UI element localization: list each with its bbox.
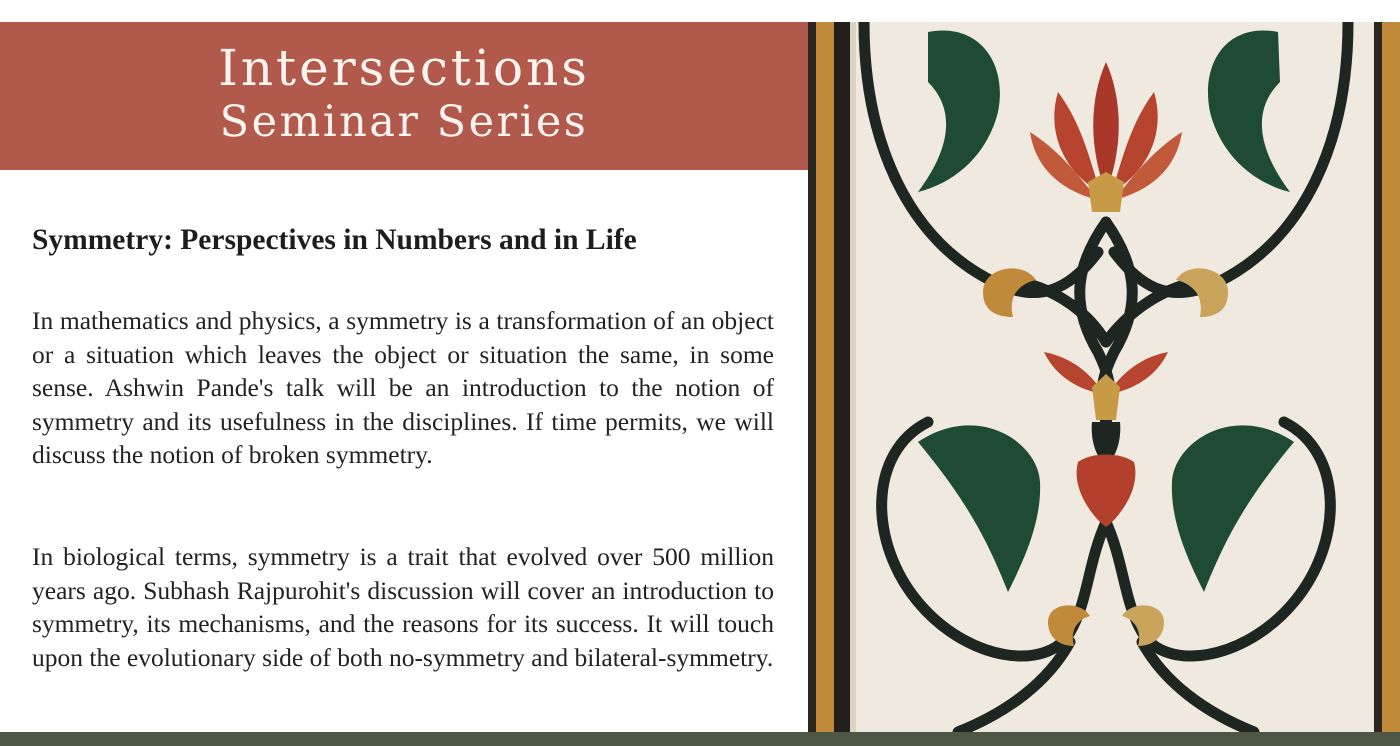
paragraph-biology: In biological terms, symmetry is a trait that evolved over 500 million years ago. Subhash Rajpurohit's discussion will cover an introduction to symmetry, its mechanisms, and the reasons for its success. It will touch upon the evolutionary side of both no-symmetry and bilateral-symmetry. <box>32 542 774 672</box>
bottom-bar <box>0 732 1400 746</box>
paragraph-mathematics: In mathematics and physics, a symmetry is a transformation of an object or a situation which leaves the object or situation the same, in some sense. Ashwin Pande's talk will be an introduction to the notion of symmetry and its usefulness in the disciplines. If time permits, we will discuss the notion of broken symmetry. <box>32 306 774 469</box>
frame-band-light <box>850 22 856 732</box>
top-strip <box>0 0 1400 22</box>
description-panel <box>0 170 808 732</box>
marble-inlay-image <box>808 22 1400 732</box>
talk-heading: Symmetry: Perspectives in Numbers and in Life <box>32 224 637 256</box>
banner-subtitle: Seminar Series <box>219 96 589 147</box>
banner-title: Intersections <box>218 38 590 97</box>
frame-band-gold <box>816 22 834 732</box>
frame-band-black <box>834 22 850 732</box>
title-banner <box>0 22 808 170</box>
frame-band-gold-right <box>1382 22 1400 732</box>
frame-band-dark-right <box>1374 22 1382 732</box>
frame-band-dark <box>808 22 816 732</box>
